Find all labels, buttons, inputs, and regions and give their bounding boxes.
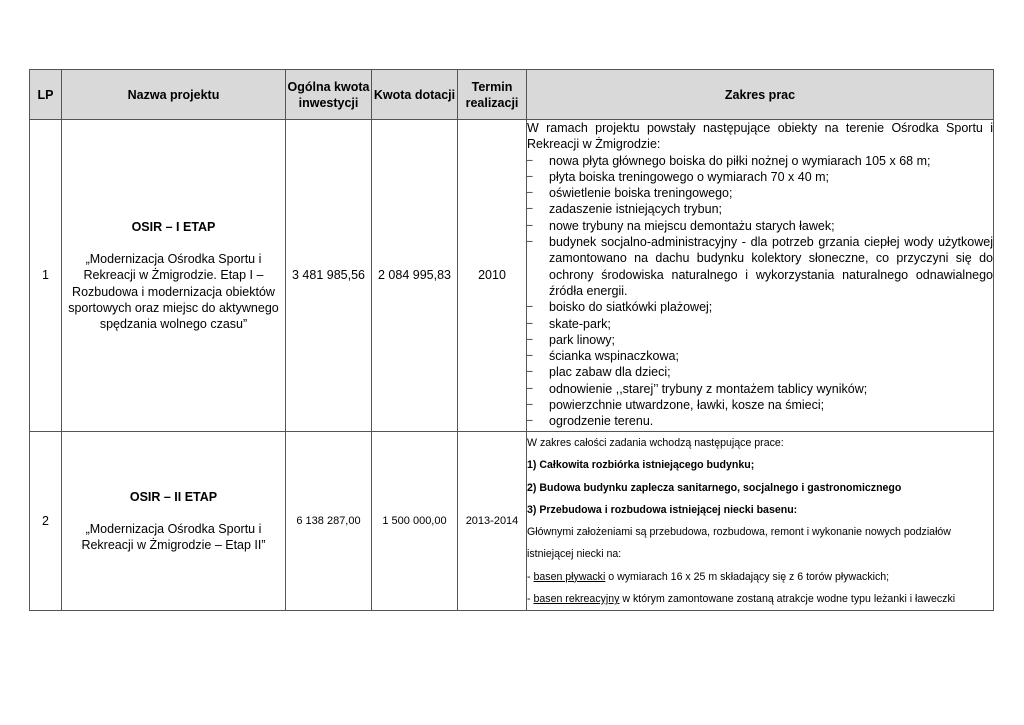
line-text: w którym zamontowane zostaną atrakcje wodne typu leżanki i ławeczki xyxy=(619,593,956,606)
project-description: „Modernizacja Ośrodka Sportu i Rekreacji w Żmigrodzie – Etap II” xyxy=(81,522,266,553)
list-item: – skate-park; xyxy=(527,316,993,332)
underlined-term: basen pływacki xyxy=(533,570,606,583)
scope-list xyxy=(527,153,993,430)
list-item: – odnowienie ,,starej’’ trybuny z montażem tablicy wyników; xyxy=(527,381,993,397)
header-grant: Kwota dotacji xyxy=(372,70,458,120)
total-amount: 6 138 287,00 xyxy=(286,432,372,611)
header-name: Nazwa projektu xyxy=(62,70,286,120)
list-item: – płyta boiska treningowego o wymiarach 70 x 40 m; xyxy=(527,169,993,185)
list-item: – nowa płyta głównego boiska do piłki nożnej o wymiarach 105 x 68 m; xyxy=(527,153,993,169)
grant-amount: 2 084 995,83 xyxy=(372,120,458,432)
scope-line xyxy=(527,588,993,610)
project-name-cell xyxy=(62,432,286,611)
list-item: – oświetlenie boiska treningowego; xyxy=(527,185,993,201)
project-description: „Modernizacja Ośrodka Sportu i Rekreacji w Żmigrodzie. Etap I – Rozbudowa i modernizacja obiektów sportowych oraz miejsc do aktywnego spędzania wolnego czasu” xyxy=(68,251,279,332)
underlined-term: basen rekreacyjny xyxy=(533,593,620,606)
scope-cell xyxy=(527,120,994,432)
table-header-row xyxy=(30,70,994,120)
scope-intro: W ramach projektu powstały następujące obiekty na terenie Ośrodka Sportu i Rekreacji w Żmigrodzie: xyxy=(527,121,993,152)
term: 2013-2014 xyxy=(458,432,527,611)
scope-line: W zakres całości zadania wchodzą następujące prace: xyxy=(527,437,784,449)
list-item: – budynek socjalno-administracyjny - dla potrzeb grzania ciepłej wody użytkowej zamontowano na dachu budynku kolektory słoneczne, co przyczyni się do ochrony środowiska naturalnego i wykorzystania naturalnego odnawialnego źródła energii. xyxy=(527,234,993,299)
project-title: OSIR – II ETAP xyxy=(129,489,218,504)
row-lp: 1 xyxy=(30,120,62,432)
scope-line: Głównymi założeniami są przebudowa, rozbudowa, remont i wykonanie nowych podziałów xyxy=(527,526,951,539)
term: 2010 xyxy=(458,120,527,432)
project-title: OSIR – I ETAP xyxy=(131,219,216,234)
scope-line: istniejącej niecki na: xyxy=(527,548,622,561)
header-lp: LP xyxy=(30,70,62,120)
scope-line xyxy=(527,566,993,588)
list-item: – zadaszenie istniejących trybun; xyxy=(527,201,993,217)
grant-amount: 1 500 000,00 xyxy=(372,432,458,611)
header-scope: Zakres prac xyxy=(527,70,994,120)
list-item: – park linowy; xyxy=(527,332,993,348)
project-name-cell xyxy=(62,120,286,432)
list-item: – ścianka wspinaczkowa; xyxy=(527,348,993,364)
list-item: – ogrodzenie terenu. xyxy=(527,413,993,429)
scope-line: 1) Całkowita rozbiórka istniejącego budynku; xyxy=(527,459,755,472)
scope-cell xyxy=(527,432,994,611)
total-amount: 3 481 985,56 xyxy=(286,120,372,432)
line-text: o wymiarach 16 x 25 m składający się z 6 torów pływackich; xyxy=(605,570,890,583)
header-term: Termin realizacji xyxy=(458,70,527,120)
projects-table xyxy=(29,69,994,611)
list-item: – nowe trybuny na miejscu demontażu starych ławek; xyxy=(527,218,993,234)
list-item: – boisko do siatkówki plażowej; xyxy=(527,299,993,315)
list-item: – powierzchnie utwardzone, ławki, kosze na śmieci; xyxy=(527,397,993,413)
table-row xyxy=(30,120,994,432)
dash: - xyxy=(527,570,534,583)
header-total: Ogólna kwota inwestycji xyxy=(286,70,372,120)
table-row xyxy=(30,432,994,611)
scope-line: 3) Przebudowa i rozbudowa istniejącej niecki basenu: xyxy=(527,503,798,516)
dash: - xyxy=(527,593,534,606)
list-item: – plac zabaw dla dzieci; xyxy=(527,364,993,380)
row-lp: 2 xyxy=(30,432,62,611)
scope-line: 2) Budowa budynku zaplecza sanitarnego, socjalnego i gastronomicznego xyxy=(527,481,902,494)
